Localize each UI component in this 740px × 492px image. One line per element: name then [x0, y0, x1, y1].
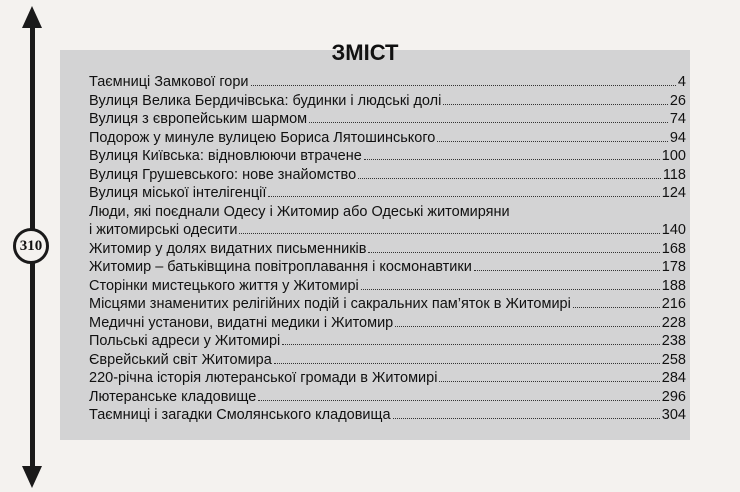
- dot-leader: [437, 140, 668, 142]
- toc-entry: [89, 111, 686, 130]
- toc-entry-page: 26: [669, 92, 686, 109]
- toc-entry-title: Житомир у долях видатних письменників: [89, 240, 367, 257]
- toc-entry: [89, 296, 686, 315]
- table-of-contents: [89, 74, 686, 426]
- toc-entry: [89, 74, 686, 93]
- toc-entry-page: 238: [661, 333, 686, 349]
- toc-entry-title: Місцями знаменитих релігійних подій і сакральних пам’яток в Житомирі: [89, 296, 571, 312]
- toc-entry-page: 140: [661, 222, 686, 238]
- toc-entry: [89, 93, 686, 112]
- toc-entry: [89, 259, 686, 278]
- dot-leader: [361, 288, 660, 290]
- toc-entry-page: 100: [661, 148, 686, 164]
- toc-entry: [89, 370, 686, 389]
- toc-entry-title: Вулиця з європейським шармом: [89, 111, 308, 127]
- toc-entry: [89, 315, 686, 334]
- toc-entry-title-continued: і житомирські одесити: [89, 222, 238, 238]
- toc-entry: [89, 130, 686, 149]
- toc-entry-title: Вулиця Грушевського: нове знайомство: [89, 166, 357, 183]
- toc-entry-title: Люди, які поєднали Одесу і Житомир або Одеські житомиряни: [89, 203, 510, 220]
- toc-entry-page: 124: [661, 185, 686, 201]
- toc-entry-page: 296: [661, 388, 686, 405]
- toc-entry-page: 258: [661, 351, 686, 368]
- toc-entry-title: Вулиця Київська: відновлюючи втрачене: [89, 148, 362, 164]
- toc-entry-title: Вулиця Велика Бердичівська: будинки і людські долі: [89, 92, 442, 109]
- toc-entry-page: 304: [661, 407, 686, 423]
- contents-heading: ЗМІСТ: [331, 40, 399, 65]
- toc-entry-title: 220-річна історія лютеранської громади в Житомирі: [89, 370, 438, 386]
- dot-leader: [274, 362, 660, 364]
- dot-leader: [258, 399, 659, 401]
- dot-leader: [309, 121, 668, 123]
- dot-leader: [251, 84, 676, 86]
- toc-entry-title: Житомир – батьківщина повітроплавання і космонавтики: [89, 259, 472, 275]
- dot-leader: [368, 251, 659, 253]
- toc-entry-page: 118: [662, 166, 686, 183]
- toc-entry: [89, 333, 686, 352]
- toc-entry-page: 168: [661, 240, 686, 257]
- toc-entry-title: Єврейський світ Житомира: [89, 351, 272, 368]
- toc-entry: [89, 148, 686, 167]
- toc-entry-page: 228: [661, 314, 686, 331]
- dot-leader: [573, 306, 660, 308]
- toc-entry-title: Польські адреси у Житомирі: [89, 333, 281, 349]
- toc-entry-page: 284: [661, 370, 686, 386]
- toc-entry-title: Вулиця міської інтелігенції: [89, 185, 267, 201]
- toc-entry-page: 188: [661, 277, 686, 294]
- toc-entry: [89, 352, 686, 371]
- toc-entry-page: 4: [677, 74, 686, 90]
- toc-entry-title: Лютеранське кладовище: [89, 388, 257, 405]
- arrow-up-icon: [22, 6, 42, 28]
- toc-entry: [89, 185, 686, 204]
- dot-leader: [395, 325, 660, 327]
- toc-entry-title: Таємниці Замкової гори: [89, 74, 249, 90]
- toc-entry-page: 94: [669, 129, 686, 146]
- toc-entry-page: 178: [661, 259, 686, 275]
- toc-entry: [89, 241, 686, 260]
- toc-entry: [89, 389, 686, 408]
- page-number: 310: [13, 228, 49, 264]
- toc-entry-title: Подорож у минуле вулицею Бориса Лятошинського: [89, 129, 436, 146]
- toc-entry: [89, 222, 686, 241]
- dot-leader: [268, 195, 659, 197]
- arrow-down-icon: [22, 466, 42, 488]
- dot-leader: [439, 380, 659, 382]
- toc-entry-title: Сторінки мистецького життя у Житомирі: [89, 277, 359, 294]
- toc-entry: [89, 407, 686, 426]
- toc-entry-page: 216: [661, 296, 686, 312]
- toc-entry-title: Медичні установи, видатні медики і Житомир: [89, 314, 394, 331]
- toc-entry-page: 74: [669, 111, 686, 127]
- dot-leader: [393, 417, 660, 419]
- toc-entry-title: Таємниці і загадки Смолянського кладовища: [89, 407, 391, 423]
- dot-leader: [239, 232, 659, 234]
- toc-entry: [89, 278, 686, 297]
- dot-leader: [364, 158, 660, 160]
- dot-leader: [474, 269, 660, 271]
- dot-leader: [443, 103, 668, 105]
- dot-leader: [358, 177, 661, 179]
- toc-entry: [89, 167, 686, 186]
- dot-leader: [282, 343, 660, 345]
